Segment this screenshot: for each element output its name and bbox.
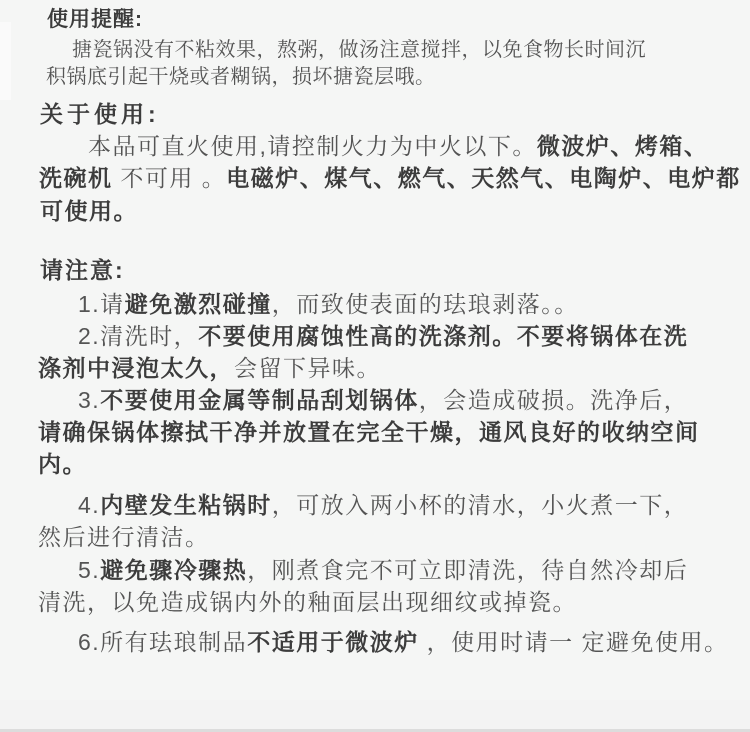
note-item-3-line-1 <box>78 387 688 415</box>
note-5-bold: 避免骤冷骤热 <box>100 557 248 583</box>
reminder-line-2: 积锅底引起干烧或者糊锅，损坏搪瓷层哦。 <box>46 66 436 88</box>
note-4-regular: ，可放入两小杯的清水，小火煮一下， <box>271 492 689 518</box>
note-4-bold: 内壁发生粘锅时 <box>100 492 272 518</box>
note-6-rest: ，使用时请一 定避免使用。 <box>418 629 729 655</box>
note-3-bold: 不要使用金属等制品刮划锅体 <box>100 387 419 413</box>
note-item-3-line-3: 内。 <box>38 451 87 477</box>
note-item-5-line-2: 清洗，以免造成锅内外的釉面层出现细纹或掉瓷。 <box>38 589 577 615</box>
about-line-2-bold1: 洗碗机 <box>39 165 113 191</box>
note-item-6 <box>78 629 728 657</box>
note-item-3-line-2: 请确保锅体擦拭干净并放置在完全干燥，通风良好的收纳空间 <box>38 419 700 445</box>
note-5-regular: ，刚煮食完不可立即清洗，待自然冷却后 <box>247 557 689 583</box>
note-2-rest: 会留下异味。 <box>234 355 381 381</box>
note-item-4-line-2: 然后进行清洁。 <box>38 524 210 550</box>
about-line-1-bold: 微波炉、烤箱、 <box>536 133 709 159</box>
note-item-4-line-1 <box>78 492 688 520</box>
about-line-2-bold2: 电磁炉、煤气、燃气、天然气、电陶炉、电炉都 <box>226 165 741 191</box>
about-heading: 关于使用: <box>40 101 160 127</box>
next-section-edge-band <box>0 700 750 732</box>
note-2-bold-cont: 涤剂中浸泡太久， <box>38 355 234 381</box>
note-3-prefix: 3. <box>78 387 101 413</box>
about-line-1-regular: 本品可直火使用,请控制火力为中火以下。 <box>88 133 537 159</box>
note-1-bold: 避免激烈碰撞 <box>124 291 272 317</box>
note-1-rest: ，而致使表面的珐琅剥落。。 <box>271 291 579 317</box>
note-2-bold: 不要使用腐蚀性高的洗涤剂。不要将锅体在洗 <box>198 323 689 349</box>
reminder-line-1: 搪瓷锅没有不粘效果，熬粥，做汤注意搅拌，以免食物长时间沉 <box>72 39 646 61</box>
note-item-2-line-1 <box>78 323 688 351</box>
about-line-2-regular: 不可用 。 <box>112 165 227 191</box>
note-item-1 <box>78 291 579 319</box>
note-1-prefix: 1.请 <box>78 291 125 317</box>
note-2-prefix: 2.清洗时， <box>78 323 199 349</box>
note-3-regular: ，会造成破损。洗净后， <box>418 387 689 413</box>
about-line-2 <box>39 165 741 193</box>
about-line-3: 可使用。 <box>40 198 138 224</box>
note-5-prefix: 5. <box>78 557 101 583</box>
notes-heading: 请注意: <box>40 257 125 283</box>
note-item-5-line-1 <box>78 557 688 585</box>
reminder-heading: 使用提醒: <box>47 8 143 31</box>
left-edge-highlight <box>0 22 11 100</box>
about-line-1 <box>88 133 708 161</box>
note-4-prefix: 4. <box>78 492 101 518</box>
note-6-prefix: 6.所有珐琅制品 <box>78 629 248 655</box>
note-item-2-line-2 <box>38 355 381 383</box>
note-6-bold: 不适用于微波炉 <box>247 629 419 655</box>
